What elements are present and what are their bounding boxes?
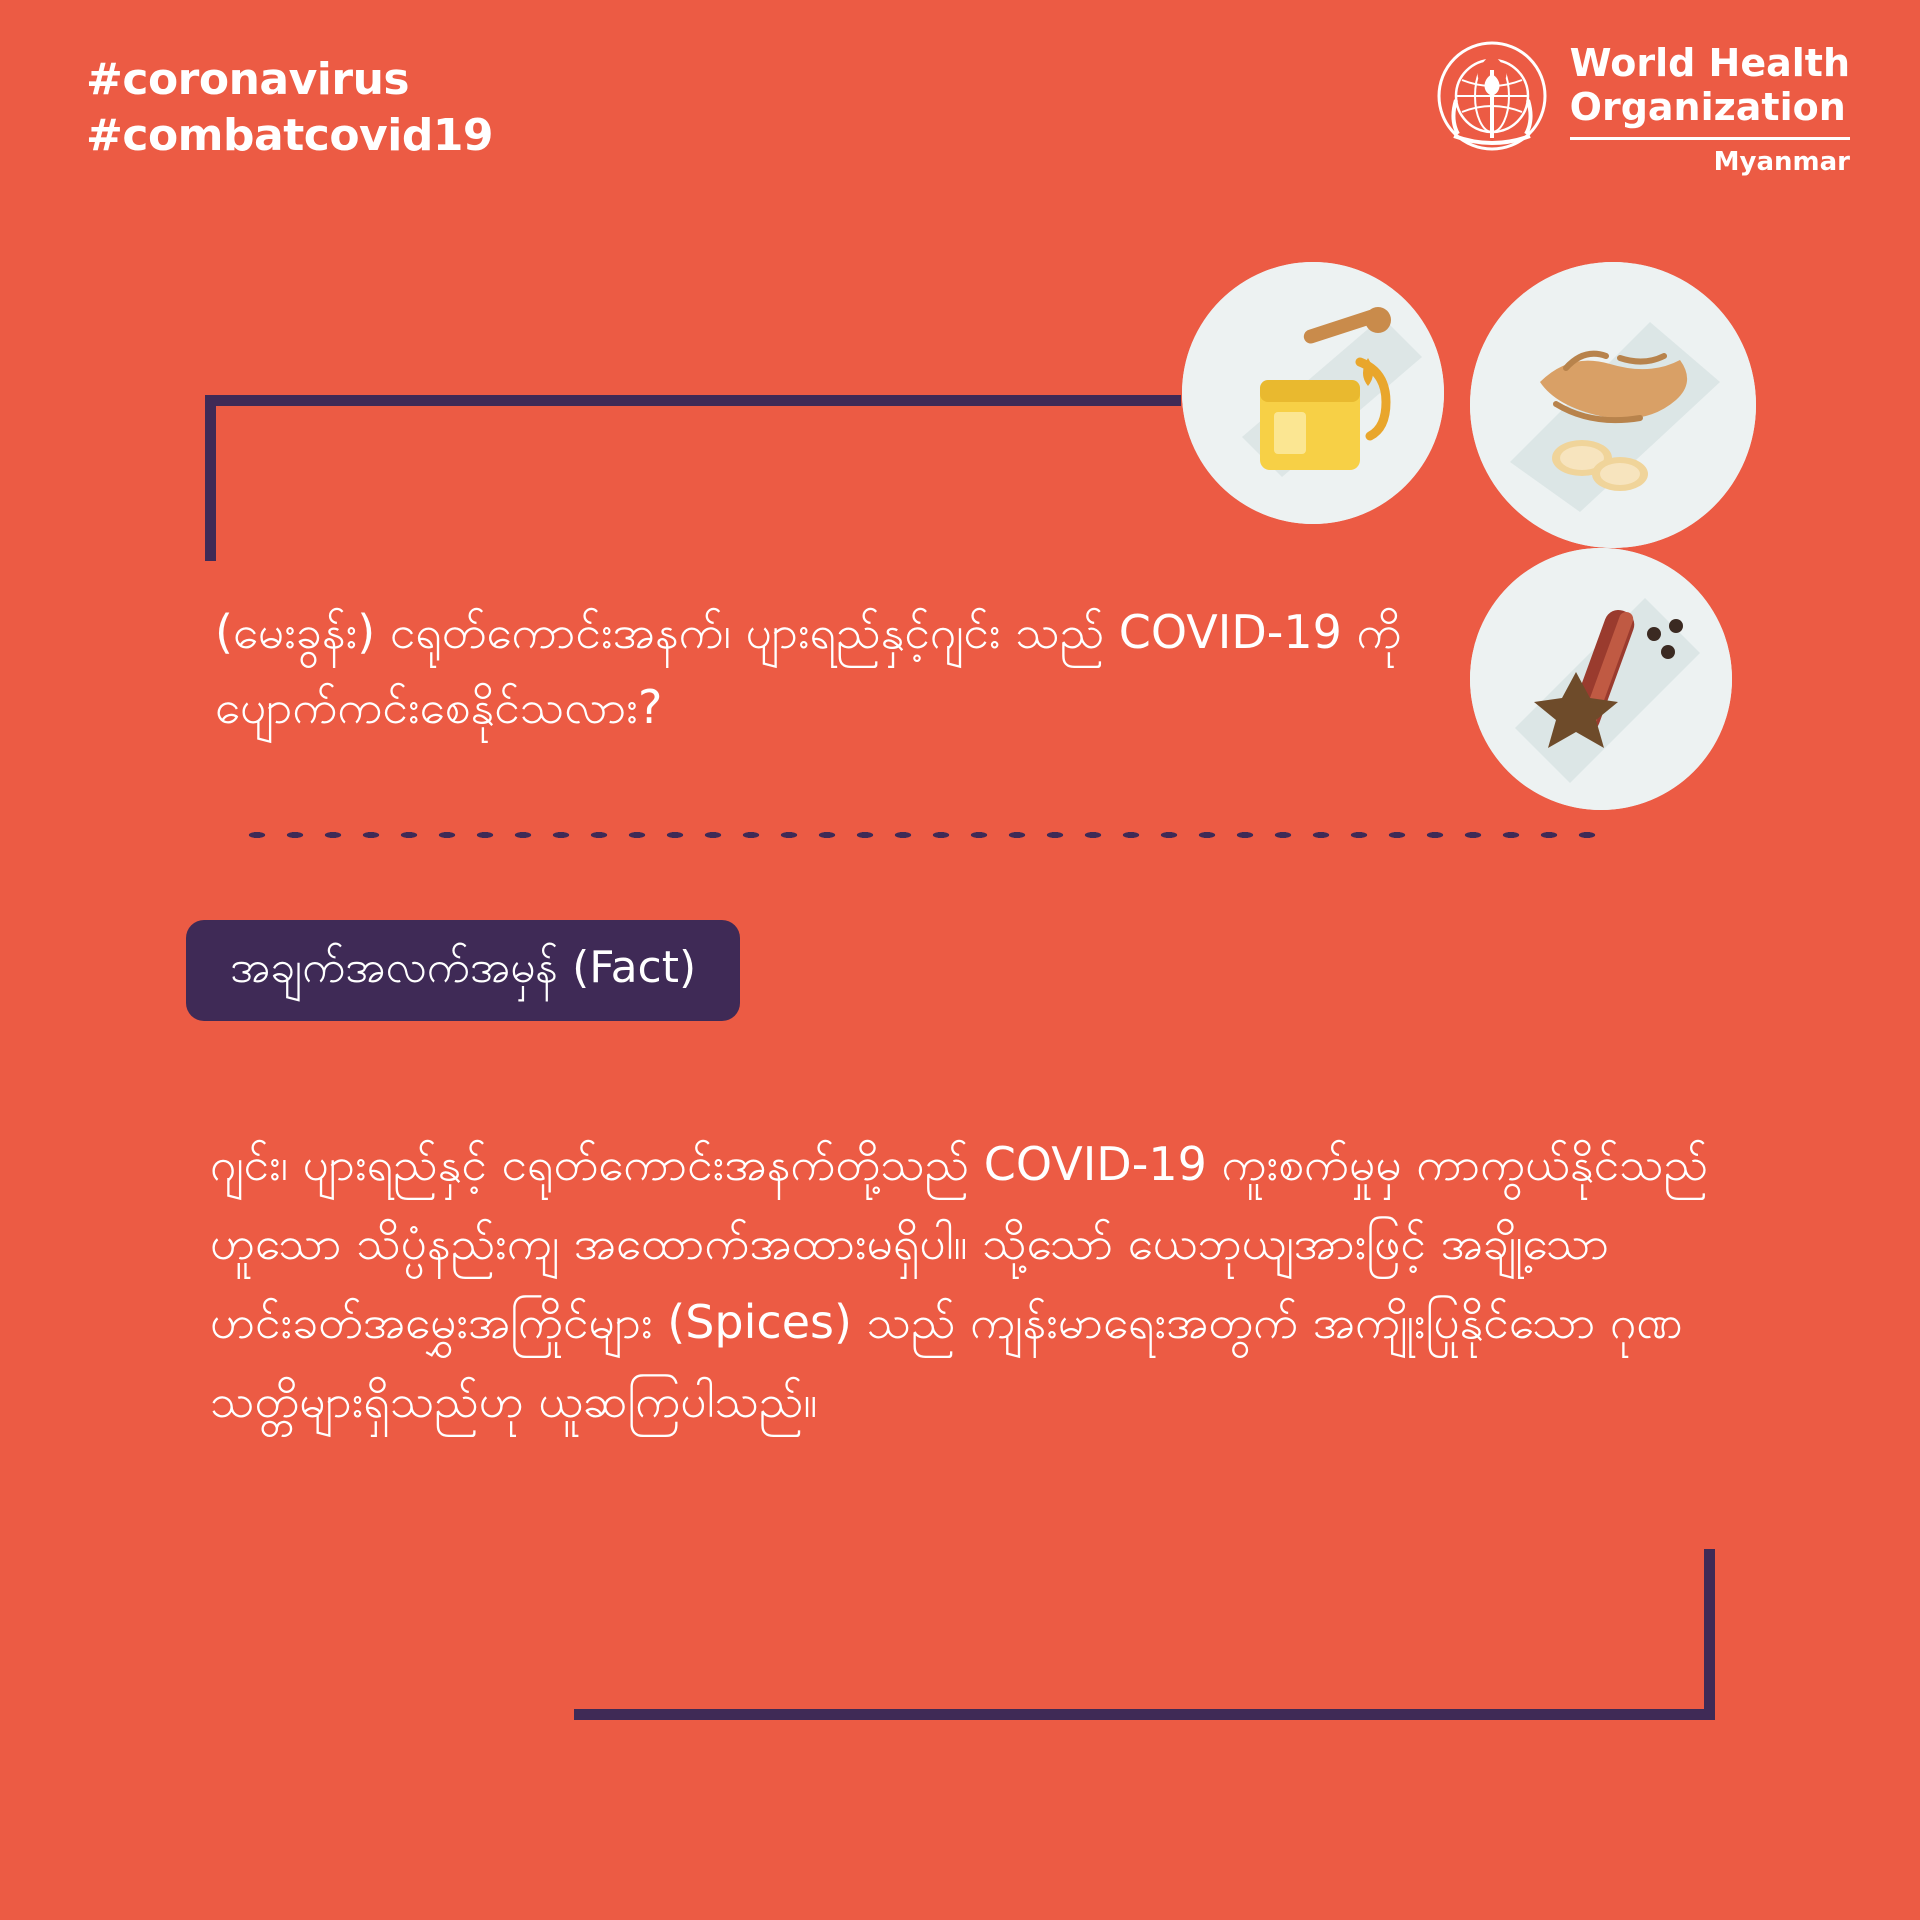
who-name-line2: Organization [1569,84,1846,129]
question-text: (မေးခွန်း) ငရုတ်ကောင်းအနက်၊ ပျားရည်နှင့်ဂျင်း သည် COVID-19 ကို ပျောက်ကင်းစေနိုင်သလား? [215,605,1402,734]
honey-jar-photo [1182,262,1444,524]
who-logo-text [1570,40,1850,177]
who-logo [1436,40,1850,177]
who-name [1570,40,1850,129]
who-emblem-icon [1436,40,1548,152]
who-country-label: Myanmar [1713,147,1850,178]
top-corner-bracket [205,395,1181,561]
who-name-line1: World Health [1569,41,1850,85]
bottom-corner-bracket [574,1549,1715,1720]
hashtag-coronavirus: #coronavirus [86,54,410,105]
hashtag-block [86,52,493,165]
spices-photo [1470,548,1732,810]
who-divider [1570,137,1850,140]
fact-badge: အချက်အလက်အမှန် (Fact) [186,920,740,1021]
dotted-divider [238,828,1598,842]
ginger-root-photo [1470,262,1756,548]
hashtag-combatcovid19: #combatcovid19 [86,110,494,162]
fact-body-text: ဂျင်း၊ ပျားရည်နှင့် ငရုတ်ကောင်းအနက်တို့သည် COVID-19 ကူးစက်မှုမှ ကာကွယ်နိုင်သည်ဟူသော သိပ္ပံနည်းကျ အထောက်အထားမရှိပါ။ သို့သော် ယေဘုယျအားဖြင့် အချို့သော ဟင်းခတ်အမွှေးအကြိုင်များ (Spices) သည် ကျန်းမာရေးအတွက် အကျိုးပြုနိုင်သော ဂုဏသတ္တိများရှိသည်ဟု ယူဆကြပါသည်။ [210,1137,1709,1429]
